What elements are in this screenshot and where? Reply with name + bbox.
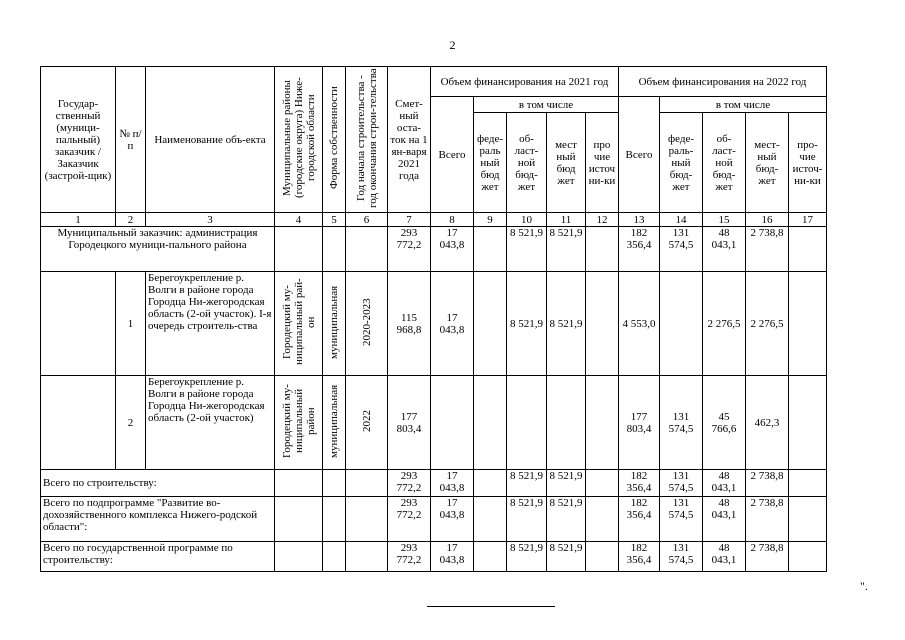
closing-quote: ".	[860, 579, 868, 593]
empty-cell	[41, 272, 116, 376]
value-cell: 8 521,9	[507, 227, 547, 272]
column-number: 5	[323, 213, 346, 227]
header-estimated-balance: Смет-ный оста-ток на 1 ян-варя 2021 года	[388, 67, 431, 213]
value-cell: 131 574,5	[660, 497, 703, 542]
empty-cell	[346, 542, 388, 572]
header-group-2022: Объем финансирования на 2022 год	[619, 67, 827, 97]
object-name: Берегоукрепление р. Волги в районе города Городца Ни-жегородская область (2-ой участок)	[146, 376, 275, 470]
value-cell: 462,3	[746, 376, 789, 470]
object-ownership: муниципальная	[328, 285, 340, 359]
empty-cell	[346, 470, 388, 497]
value-cell: 131 574,5	[660, 376, 703, 470]
value-cell: 115 968,8	[388, 272, 431, 376]
value-cell: 2 738,8	[746, 497, 789, 542]
value-cell	[586, 376, 619, 470]
object-name: Берегоукрепление р. Волги в районе города Городца Ни-жегородская область (2-ой участок). I-я очередь строитель-ства	[146, 272, 275, 376]
column-number-row	[41, 213, 827, 227]
value-cell: 8 521,9	[507, 272, 547, 376]
header-years-cell	[346, 67, 388, 213]
empty-cell	[275, 542, 323, 572]
value-cell: 8 521,9	[547, 497, 586, 542]
value-cell	[586, 542, 619, 572]
value-cell: 8 521,9	[547, 227, 586, 272]
value-cell: 17 043,8	[431, 542, 474, 572]
header-customer: Государ-ственный (муници-пальный) заказчик / Заказчик (застрой-щик)	[41, 67, 116, 213]
value-cell: 8 521,9	[547, 542, 586, 572]
column-number: 17	[789, 213, 827, 227]
page-number: 2	[449, 38, 456, 52]
value-cell: 2 276,5	[703, 272, 746, 376]
empty-cell	[275, 227, 323, 272]
header-incl-2021: в том числе	[474, 97, 619, 113]
value-cell: 2 738,8	[746, 227, 789, 272]
column-number: 15	[703, 213, 746, 227]
header-other-2021: про чие источ ни-ки	[586, 113, 619, 213]
value-cell	[474, 272, 507, 376]
value-cell	[431, 376, 474, 470]
value-cell: 293 772,2	[388, 227, 431, 272]
column-number: 8	[431, 213, 474, 227]
header-federal-2021: феде-раль ный бюд жет	[474, 113, 507, 213]
header-total-2022: Всего	[619, 97, 660, 213]
value-cell: 177 803,4	[619, 376, 660, 470]
value-cell: 4 553,0	[619, 272, 660, 376]
header-district-cell	[275, 67, 323, 213]
object-years: 2022	[360, 410, 373, 432]
column-number: 16	[746, 213, 789, 227]
column-number: 2	[116, 213, 146, 227]
total-row	[41, 497, 827, 542]
value-cell	[474, 376, 507, 470]
value-cell: 48 043,1	[703, 542, 746, 572]
footer-divider	[427, 606, 555, 607]
value-cell: 131 574,5	[660, 227, 703, 272]
value-cell: 17 043,8	[431, 470, 474, 497]
empty-cell	[323, 542, 346, 572]
value-cell	[474, 542, 507, 572]
header-local-2022: мест-ный бюд-жет	[746, 113, 789, 213]
value-cell	[586, 272, 619, 376]
value-cell	[586, 470, 619, 497]
value-cell: 8 521,9	[507, 497, 547, 542]
header-federal-2022: феде-раль-ный бюд-жет	[660, 113, 703, 213]
empty-cell	[275, 497, 323, 542]
municipal-customer-row	[41, 227, 827, 272]
column-number: 3	[146, 213, 275, 227]
value-cell: 17 043,8	[431, 272, 474, 376]
column-number: 1	[41, 213, 116, 227]
object-district: Городецкий му-ниципальный рай-он	[280, 278, 317, 366]
value-cell	[789, 497, 827, 542]
empty-cell	[346, 227, 388, 272]
value-cell	[474, 470, 507, 497]
value-cell: 182 356,4	[619, 497, 660, 542]
object-number: 1	[116, 272, 146, 376]
column-number: 12	[586, 213, 619, 227]
empty-cell	[323, 470, 346, 497]
object-years: 2020-2023	[360, 298, 373, 346]
empty-cell	[41, 376, 116, 470]
value-cell: 2 276,5	[746, 272, 789, 376]
total-label: Всего по подпрограмме "Развитие во-дохозяйственного комплекса Нижего-родской области":	[41, 497, 275, 542]
value-cell: 182 356,4	[619, 227, 660, 272]
total-label: Всего по государственной программе по строительству:	[41, 542, 275, 572]
value-cell: 48 043,1	[703, 470, 746, 497]
object-years-cell	[346, 376, 388, 470]
column-number: 4	[275, 213, 323, 227]
value-cell: 8 521,9	[547, 272, 586, 376]
header-incl-2022: в том числе	[660, 97, 827, 113]
object-ownership-cell	[323, 376, 346, 470]
object-row	[41, 376, 827, 470]
empty-cell	[323, 497, 346, 542]
value-cell: 177 803,4	[388, 376, 431, 470]
empty-cell	[275, 470, 323, 497]
value-cell: 8 521,9	[507, 470, 547, 497]
header-group-2021: Объем финансирования на 2021 год	[431, 67, 619, 97]
value-cell: 45 766,6	[703, 376, 746, 470]
header-district: Муниципальные районы (городские округа) Ниже-городской области	[280, 77, 317, 199]
header-regional-2021: об-ласт-ной бюд-жет	[507, 113, 547, 213]
financing-table	[40, 66, 827, 572]
municipal-customer-label: Муниципальный заказчик: администрация Городецкого муници-пального района	[41, 227, 275, 272]
column-number: 10	[507, 213, 547, 227]
header-local-2021: мест ный бюд жет	[547, 113, 586, 213]
object-years-cell	[346, 272, 388, 376]
column-number: 13	[619, 213, 660, 227]
header-regional-2022: об-ласт-ной бюд-жет	[703, 113, 746, 213]
value-cell	[586, 227, 619, 272]
column-number: 11	[547, 213, 586, 227]
value-cell: 131 574,5	[660, 542, 703, 572]
value-cell	[547, 376, 586, 470]
empty-cell	[323, 227, 346, 272]
column-number: 6	[346, 213, 388, 227]
value-cell	[474, 227, 507, 272]
empty-cell	[346, 497, 388, 542]
value-cell: 182 356,4	[619, 470, 660, 497]
value-cell: 8 521,9	[507, 542, 547, 572]
object-district-cell	[275, 376, 323, 470]
value-cell: 131 574,5	[660, 470, 703, 497]
value-cell	[789, 542, 827, 572]
header-other-2022: про-чие источ-ни-ки	[789, 113, 827, 213]
value-cell: 293 772,2	[388, 497, 431, 542]
value-cell: 293 772,2	[388, 470, 431, 497]
header-ownership-cell	[323, 67, 346, 213]
value-cell: 293 772,2	[388, 542, 431, 572]
value-cell: 48 043,1	[703, 227, 746, 272]
object-number: 2	[116, 376, 146, 470]
header-ownership: Форма собственности	[328, 86, 340, 190]
header-object-name: Наименование объ-екта	[146, 67, 275, 213]
object-ownership: муниципальная	[328, 384, 340, 458]
value-cell	[507, 376, 547, 470]
value-cell	[789, 272, 827, 376]
header-total-2021: Всего	[431, 97, 474, 213]
value-cell: 48 043,1	[703, 497, 746, 542]
value-cell	[586, 497, 619, 542]
total-row	[41, 542, 827, 572]
object-district-cell	[275, 272, 323, 376]
value-cell: 8 521,9	[547, 470, 586, 497]
object-row	[41, 272, 827, 376]
value-cell: 17 043,8	[431, 227, 474, 272]
column-number: 14	[660, 213, 703, 227]
value-cell: 182 356,4	[619, 542, 660, 572]
object-ownership-cell	[323, 272, 346, 376]
value-cell	[789, 376, 827, 470]
value-cell	[474, 497, 507, 542]
total-row	[41, 470, 827, 497]
value-cell: 17 043,8	[431, 497, 474, 542]
value-cell	[660, 272, 703, 376]
object-district: Городецкий му-ниципальный район	[280, 384, 317, 458]
column-number: 7	[388, 213, 431, 227]
column-number: 9	[474, 213, 507, 227]
total-label: Всего по строительству:	[41, 470, 275, 497]
value-cell	[789, 227, 827, 272]
value-cell: 2 738,8	[746, 542, 789, 572]
value-cell: 2 738,8	[746, 470, 789, 497]
header-num: № п/п	[116, 67, 146, 213]
header-years: Год начала строительства - год окончания строи-тельства	[354, 68, 379, 208]
value-cell	[789, 470, 827, 497]
